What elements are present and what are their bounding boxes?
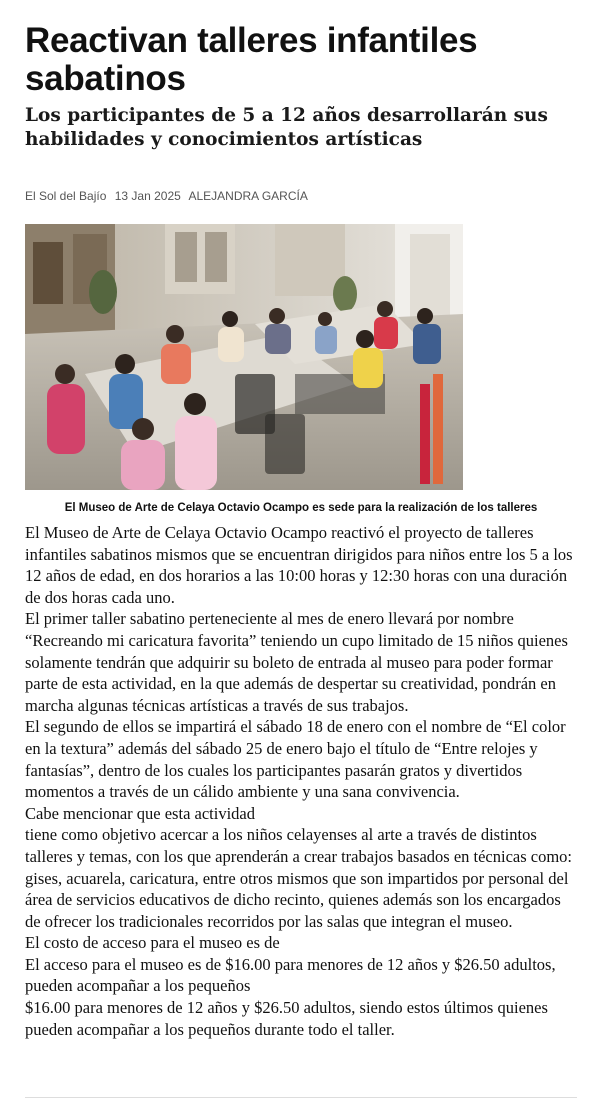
article bbox=[25, 22, 577, 1040]
bottom-divider bbox=[25, 1097, 577, 1098]
photo-caption: El Museo de Arte de Celaya Octavio Ocampo es sede para la realización de los talleres bbox=[64, 502, 538, 514]
paragraph: tiene como objetivo acercar a los niños celayenses al arte a través de distintos talleres y temas, con los que aprenderán a crear trabajos basados en técnicas como: gises, acuarela, caricatura, entre otros mismos que son impartidos por personal del área de servicios educativos de dicho recinto, quienes además son los encargados de ofrecer los tradicionales recorridos por las salas que integran el museo. bbox=[25, 825, 573, 931]
byline bbox=[25, 188, 577, 204]
paragraph: El Museo de Arte de Celaya Octavio Ocampo reactivó el proyecto de talleres infantiles sabatinos mismos que se encuentran dirigidos para niños entre los 5 a los 12 años de edad, en dos horarios a las 10:00 horas y 12:30 horas con una duración de dos horas cada uno. bbox=[25, 523, 573, 607]
paragraph: $16.00 para menores de 12 años y $26.50 adultos, siendo estos últimos quienes pueden acompañar a los pequeños durante todo el taller. bbox=[25, 998, 548, 1039]
subheadline: Los participantes de 5 a 12 años desarrollarán sus habilidades y conocimientos artísticas bbox=[25, 105, 548, 150]
author-name[interactable]: ALEJANDRA GARCÍA bbox=[188, 189, 308, 203]
paragraph: El costo de acceso para el museo es de bbox=[25, 933, 280, 953]
headline: Reactivan talleres infantiles sabatinos bbox=[25, 21, 478, 98]
article-body bbox=[25, 522, 577, 1040]
paragraph: El segundo de ellos se impartirá el sábado 18 de enero con el nombre de “El color en la textura” además del sábado 25 de enero bajo el título de “Entre relojes y fantasías”, dentro de los cuales los participantes pasarán gratos y divertidos momentos a través de un cálido ambiente y una sana convivencia. bbox=[25, 717, 566, 802]
paragraph: Cabe mencionar que esta actividad bbox=[25, 803, 255, 823]
source-name[interactable]: El Sol del Bajío bbox=[25, 189, 107, 203]
article-photo bbox=[25, 224, 463, 490]
paragraph: El primer taller sabatino perteneciente al mes de enero llevará por nombre “Recreando mi caricatura favorita” teniendo un cupo limitado de 15 niños quienes solamente tendrán que adquirir su boleto de entrada al museo para poder formar parte de esta actividad, en la que además de despertar su creatividad, pondrán en marcha algunas técnicas artísticas a través de sus trabajos. bbox=[25, 609, 568, 715]
paragraph: El acceso para el museo es de $16.00 para menores de 12 años y $26.50 adultos, pueden acompañar a los pequeños bbox=[25, 954, 556, 996]
publish-date: 13 Jan 2025 bbox=[114, 189, 181, 203]
